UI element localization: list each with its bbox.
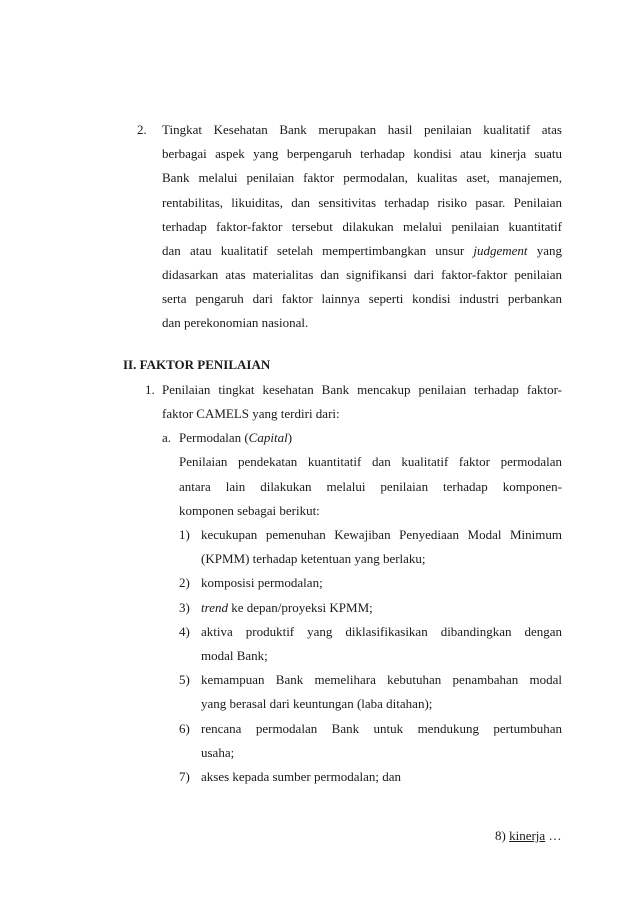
- point-4-number: 4): [179, 624, 190, 639]
- item-2-line-1: Tingkat Kesehatan Bank merupakan hasil penilaian kualitatif atas: [162, 122, 562, 137]
- item-2-line-3: Bank melalui penilaian faktor permodalan, kualitas aset, manajemen,: [162, 170, 562, 185]
- item-1-line-2: faktor CAMELS yang terdiri dari:: [162, 406, 340, 421]
- point-7-number: 7): [179, 769, 190, 784]
- continuation-word: kinerja: [509, 828, 546, 843]
- point-4-line-2: modal Bank;: [201, 648, 268, 663]
- point-2-line-1: komposisi permodalan;: [201, 575, 323, 590]
- item-1-line-1: Penilaian tingkat kesehatan Bank mencakup penilaian terhadap faktor-: [162, 382, 562, 397]
- item-2-line-4: rentabilitas, likuiditas, dan sensitivitas terhadap risiko pasar. Penilaian: [162, 195, 562, 210]
- point-2-number: 2): [179, 575, 190, 590]
- point-7-line-1: akses kepada sumber permodalan; dan: [201, 769, 401, 784]
- item-2-line-5: terhadap faktor-faktor tersebut dilakukan melalui penilaian kuantitatif: [162, 219, 562, 234]
- judgement-term: judgement: [473, 243, 528, 258]
- item-1-number: 1.: [145, 382, 155, 397]
- item-2-line-7: didasarkan atas materialitas dan signifikansi dari faktor-faktor penilaian: [162, 267, 562, 282]
- sub-a-title: Permodalan (Capital): [179, 430, 293, 445]
- item-2-number: 2.: [137, 122, 147, 137]
- point-5-line-2: yang berasal dari keuntungan (laba ditahan);: [201, 696, 433, 711]
- section-heading: II. FAKTOR PENILAIAN: [123, 357, 271, 372]
- point-1-line-1: kecukupan pemenuhan Kewajiban Penyediaan Modal Minimum: [201, 527, 562, 542]
- capital-term: Capital: [248, 430, 288, 445]
- sub-a-label: a.: [162, 430, 172, 445]
- item-2-line-8: serta pengaruh dari faktor lainnya seperti kondisi industri perbankan: [162, 291, 562, 306]
- item-2-line-9: dan perekonomian nasional.: [162, 315, 309, 330]
- point-3-line-1: trend ke depan/proyeksi KPMM;: [201, 600, 373, 615]
- point-5-number: 5): [179, 672, 190, 687]
- point-5-line-1: kemampuan Bank memelihara kebutuhan penambahan modal: [201, 672, 562, 687]
- point-6-line-2: usaha;: [201, 745, 235, 760]
- point-3-number: 3): [179, 600, 190, 615]
- point-6-line-1: rencana permodalan Bank untuk mendukung pertumbuhan: [201, 721, 562, 736]
- sub-a-line-3: komponen sebagai berikut:: [179, 503, 320, 518]
- point-6-number: 6): [179, 721, 190, 736]
- point-4-line-1: aktiva produktif yang diklasifikasikan dibandingkan dengan: [201, 624, 562, 639]
- point-1-line-2: (KPMM) terhadap ketentuan yang berlaku;: [201, 551, 426, 566]
- item-2-line-2: berbagai aspek yang berpengaruh terhadap kondisi atau kinerja suatu: [162, 146, 562, 161]
- item-2-line-6: dan atau kualitatif setelah mempertimbangkan unsur judgement yang: [162, 243, 562, 258]
- sub-a-line-2: antara lain dilakukan melalui penilaian terhadap komponen-: [179, 479, 562, 494]
- sub-a-line-1: Penilaian pendekatan kuantitatif dan kualitatif faktor permodalan: [179, 454, 562, 469]
- page-continuation: 8) kinerja …: [495, 828, 562, 843]
- point-1-number: 1): [179, 527, 190, 542]
- trend-term: trend: [201, 600, 228, 615]
